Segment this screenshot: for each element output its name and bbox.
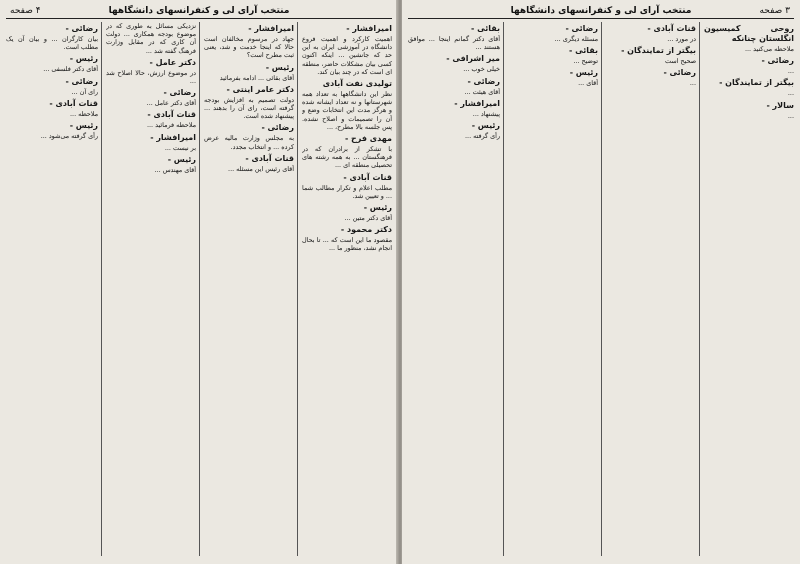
speaker-heading: بقائی - bbox=[569, 46, 598, 56]
running-head bbox=[408, 4, 794, 19]
paragraph: نزدیکی مسائل به طوری که در موضوع بودجه همکاری ... دولت آن کاری که در مقابل وزارت فرهنگ گفته شد ... bbox=[106, 22, 196, 55]
speaker-heading: دکتر عامر اینتی - bbox=[226, 84, 294, 94]
speaker-heading: امیرافشار - bbox=[346, 24, 392, 33]
speaker-heading: دکتر عامل - bbox=[149, 57, 196, 67]
speaker-heading: رئیس - bbox=[265, 62, 294, 72]
running-title: منتخب آرای لی و کنفرانسهای دانشگاهها bbox=[108, 6, 290, 16]
column bbox=[6, 22, 98, 558]
column-rule bbox=[601, 22, 602, 556]
left-page bbox=[0, 0, 398, 564]
speaker-heading: بیگتر از تمایندگان - bbox=[719, 78, 794, 88]
speaker-heading: تولیدی نفت آبادی bbox=[322, 79, 392, 89]
speaker-heading: بیگتر از تمایندگان - bbox=[621, 46, 696, 56]
speaker-heading: قنات آبادی - bbox=[147, 110, 196, 120]
paragraph: ملاحظه فرمائید ... bbox=[146, 121, 196, 130]
speaker-heading: دکتر محمود - bbox=[340, 225, 392, 235]
speaker-heading: رضائی - bbox=[65, 24, 98, 33]
paragraph: دولت تصمیم به افزایش بودجه گرفته است، رای آن را بدهند ... پیشنهاد شده است. bbox=[204, 95, 294, 121]
paragraph: جهاد در مرسوم مخالفان است حالا که اینجا خدمت و شد، یعنی ثبت مطرح است؟ bbox=[204, 35, 294, 60]
speaker-heading: بقائی - bbox=[471, 24, 500, 33]
paragraph: صحیح است bbox=[664, 57, 696, 66]
paragraph: خیلی خوب ... bbox=[463, 65, 500, 74]
column-rule bbox=[199, 22, 200, 556]
paragraph: ... bbox=[787, 111, 794, 120]
speaker-heading: رضائی - bbox=[761, 56, 794, 66]
column bbox=[106, 22, 196, 558]
speaker-heading: قنات آبادی - bbox=[245, 153, 294, 163]
paragraph: آقای رئیس این مسئله ... bbox=[228, 164, 294, 173]
paragraph: آقای ... bbox=[578, 79, 598, 88]
page-number: ۴ صفحه bbox=[10, 6, 41, 16]
speaker-heading: رضائی - bbox=[663, 68, 696, 78]
speaker-heading: سالار - bbox=[766, 100, 794, 110]
paragraph: بیان کارگران ... و بیان آن یک مطلب است. bbox=[6, 35, 98, 52]
page-number: ۳ صفحه bbox=[759, 6, 790, 16]
column-rule bbox=[503, 22, 504, 556]
column-rule bbox=[297, 22, 298, 556]
speaker-heading: قنات آبادی - bbox=[343, 172, 392, 182]
speaker-heading: مهدی فرح - bbox=[344, 134, 392, 144]
paragraph: آقای مهندس ... bbox=[154, 165, 196, 174]
paragraph: ملاحظه ... bbox=[70, 109, 98, 118]
speaker-heading: میر اشرافی - bbox=[446, 54, 500, 64]
speaker-heading: رئیس - bbox=[363, 203, 392, 213]
paragraph: مسئله دیگری ... bbox=[554, 35, 598, 43]
column bbox=[606, 22, 696, 558]
paragraph: ... bbox=[787, 89, 794, 98]
paragraph: مطلب اعلام و تکرار مطالب شما ... و تعیین شد. bbox=[302, 183, 392, 200]
column bbox=[204, 22, 294, 558]
paragraph: پیشنهاد ... bbox=[472, 109, 500, 118]
paragraph: مقصود ما این است که ... تا بحال انجام نشد، منظور ما ... bbox=[302, 236, 392, 253]
running-head bbox=[6, 4, 392, 19]
speaker-heading: رئیس - bbox=[69, 54, 98, 64]
paragraph: با تشکر از برادران که در فرهنگستان ... به همه رشته های تحصیلی منطقه ای ... bbox=[302, 145, 392, 170]
speaker-heading: رئیس - bbox=[167, 154, 196, 164]
speaker-heading: رضائی - bbox=[65, 76, 98, 86]
paragraph: نظر این دانشگاهها به تعداد همه شهرستانها و نه تعداد ایشانه شده و هرگز مدت این انتخابات وضع و آن را تصمیمات و اصلاح نشده. پس جلسه بالا مطرح، ... bbox=[302, 90, 392, 131]
column-rule bbox=[699, 22, 700, 556]
paragraph: اهمیت کارکرد و اهمیت فروع دانشگاه در آموزشی ایران به این حد که جانشین ... اینکه اکنون کسی بیان مشکلات حاضر، منطقه ای است که در چند بیان کند. bbox=[302, 35, 392, 76]
speaker-heading: امیرافشار - bbox=[454, 98, 500, 108]
paragraph: آقای دکتر فلسفی ... bbox=[43, 65, 98, 74]
running-title: منتخب آرای لی و کنفرانسهای دانشگاهها bbox=[510, 6, 692, 16]
speaker-heading: امیرافشار - bbox=[150, 132, 196, 142]
column bbox=[508, 22, 598, 558]
speaker-heading: قنات آبادی - bbox=[49, 98, 98, 108]
paragraph: در موضوع ارزش، حالا اصلاح شد ... bbox=[106, 68, 196, 86]
paragraph: رای آن ... bbox=[71, 87, 98, 96]
paragraph: به مجلس وزارت مالیه عرض کرده ... و انتخاب مجدد. bbox=[204, 134, 294, 151]
paragraph: آقای دکتر گمانم اینجا ... موافق هستند ... bbox=[408, 35, 500, 52]
speaker-heading: روحی کمیسیون انگلستان چنانکه bbox=[704, 24, 794, 43]
speaker-heading: رضائی - bbox=[565, 24, 598, 33]
column bbox=[704, 22, 794, 558]
paragraph: آقای بقائی ... ادامه بفرمائید bbox=[219, 73, 294, 82]
column bbox=[408, 22, 500, 558]
paragraph: ... bbox=[689, 79, 696, 88]
speaker-heading: رضائی - bbox=[261, 123, 294, 133]
paragraph: آقای دکتر عامل ... bbox=[146, 99, 196, 108]
paragraph: در مورد ... bbox=[667, 35, 696, 43]
column bbox=[302, 22, 392, 558]
paragraph: بر نیست ... bbox=[164, 143, 196, 152]
right-page bbox=[402, 0, 800, 564]
speaker-heading: قنات آبادی - bbox=[647, 24, 696, 33]
paragraph: رأی گرفته می‌شود ... bbox=[40, 132, 98, 141]
paragraph: رأی گرفته ... bbox=[465, 132, 500, 141]
speaker-heading: رئیس - bbox=[569, 68, 598, 78]
paragraph: ... bbox=[787, 67, 794, 76]
paragraph: آقای دکتر متین ... bbox=[344, 214, 392, 223]
paragraph: ملاحظه می‌کنید ... bbox=[744, 45, 794, 53]
paragraph: آقای هیئت ... bbox=[464, 87, 500, 96]
column-rule bbox=[101, 22, 102, 556]
speaker-heading: رضائی - bbox=[467, 76, 500, 86]
speaker-heading: امیرافشار - bbox=[248, 24, 294, 33]
speaker-heading: رئیس - bbox=[471, 121, 500, 131]
paragraph: توضیح ... bbox=[573, 57, 598, 66]
speaker-heading: رضائی - bbox=[163, 88, 196, 98]
speaker-heading: رئیس - bbox=[69, 121, 98, 131]
